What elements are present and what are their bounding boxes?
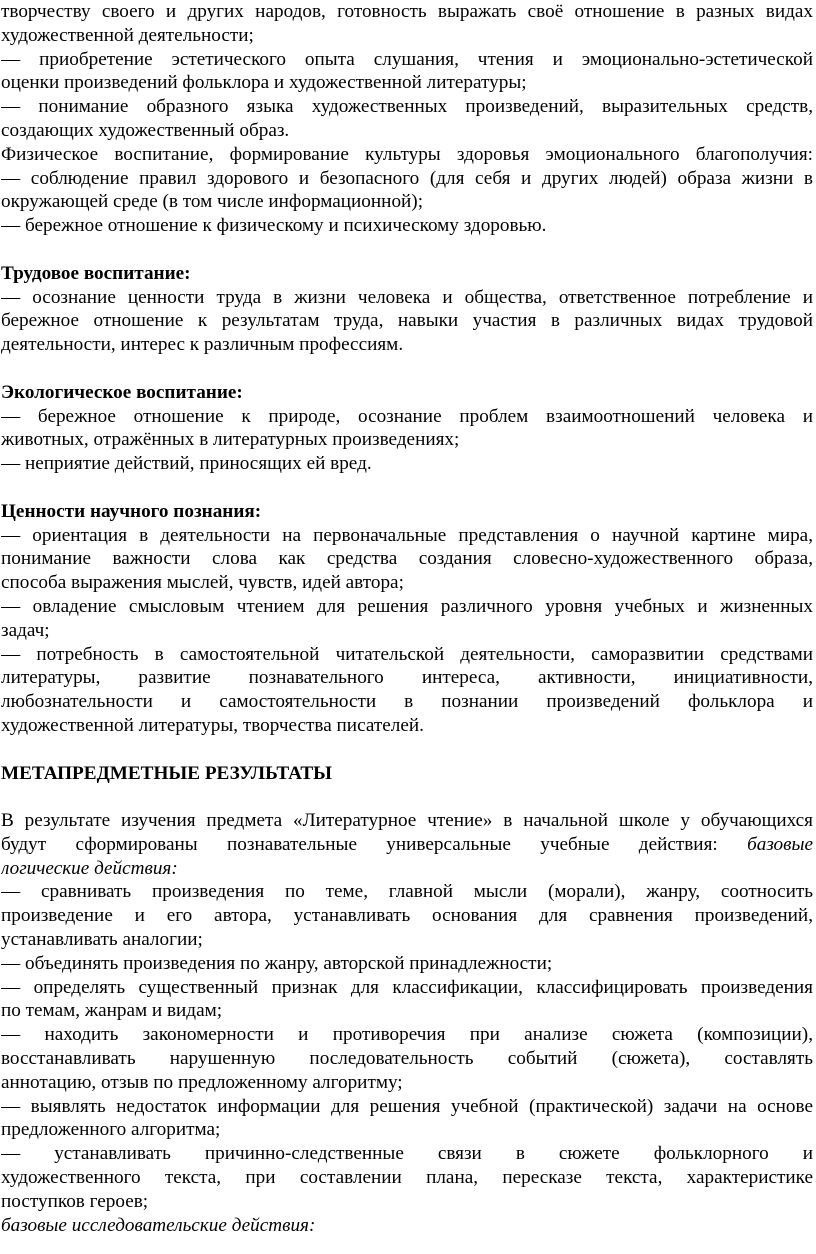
text-line — [1, 619, 813, 643]
line-text: Трудовое воспитание: — [1, 262, 191, 284]
line-text: художественной литературы, творчества писателей. — [1, 714, 424, 736]
text-line — [1, 1142, 813, 1166]
text-line — [1, 1071, 813, 1095]
line-text: — выявлять недостаток информации для решения учебной (практической) задачи на основе — [1, 1095, 813, 1117]
line-text: устанавливать аналогии; — [1, 929, 203, 951]
text-line — [1, 571, 813, 595]
line-text: будут сформированы познавательные универсальные учебные действия: — [1, 833, 748, 855]
line-text: способа выражения мыслей, чувств, идей автора; — [1, 572, 404, 594]
line-text: восстанавливать нарушенную последовательность событий (сюжета), составлять — [1, 1048, 813, 1070]
text-line — [1, 286, 813, 310]
blank-line — [1, 738, 813, 762]
text-line — [1, 524, 813, 548]
text-line — [1, 143, 813, 167]
blank-line — [1, 357, 813, 381]
text-line — [1, 809, 813, 833]
line-text: поступков героев; — [1, 1190, 149, 1212]
text-line — [1, 1095, 813, 1119]
text-line — [1, 167, 813, 191]
text-line — [1, 1190, 813, 1214]
text-line — [1, 666, 813, 690]
text-line — [1, 333, 813, 357]
blank-line — [1, 476, 813, 500]
text-line — [1, 428, 813, 452]
text-line — [1, 999, 813, 1023]
line-text: — объединять произведения по жанру, авторской принадлежности; — [1, 952, 553, 974]
line-text: — устанавливать причинно-следственные связи в сюжете фольклорного и — [1, 1143, 813, 1165]
line-text: аннотацию, отзыв по предложенному алгоритму; — [1, 1071, 403, 1093]
line-text: Физическое воспитание, формирование культуры здоровья эмоционального благополучия: — [1, 143, 813, 165]
text-line — [1, 1023, 813, 1047]
line-text: — неприятие действий, приносящих ей вред. — [1, 453, 372, 475]
text-line — [1, 48, 813, 72]
line-text: В результате изучения предмета «Литературное чтение» в начальной школе у обучающихся — [1, 810, 813, 832]
text-line — [1, 547, 813, 571]
line-text: — находить закономерности и противоречия при анализе сюжета (композиции), — [1, 1024, 813, 1046]
line-text: деятельности, интерес к различным профессиям. — [1, 334, 404, 356]
text-line — [1, 857, 813, 881]
text-line — [1, 1166, 813, 1190]
italic-text: базовые — [747, 833, 813, 855]
line-text: животных, отражённых в литературных произведениях; — [1, 429, 460, 451]
text-line — [1, 690, 813, 714]
text-line — [1, 309, 813, 333]
line-text: МЕТАПРЕДМЕТНЫЕ РЕЗУЛЬТАТЫ — [1, 762, 332, 784]
line-text: предложенного алгоритма; — [1, 1119, 221, 1141]
line-text: — определять существенный признак для классификации, классифицировать произведения — [1, 976, 813, 998]
text-line — [1, 1214, 813, 1238]
section-heading — [1, 500, 813, 524]
line-text: Ценности научного познания: — [1, 500, 262, 522]
text-line — [1, 880, 813, 904]
line-text: творчеству своего и других народов, готовность выражать своё отношение в разных видах — [1, 1, 813, 22]
text-line — [1, 904, 813, 928]
line-text: — бережное отношение к природе, осознание проблем взаимоотношений человека и — [1, 405, 813, 427]
text-line — [1, 714, 813, 738]
section-heading — [1, 762, 813, 786]
text-line — [1, 95, 813, 119]
line-text: — ориентация в деятельности на первоначальные представления о научной картине мира, — [1, 524, 813, 546]
line-text: — сравнивать произведения по теме, главной мысли (морали), жанру, соотносить — [1, 881, 813, 903]
line-text: оценки произведений фольклора и художественной литературы; — [1, 72, 527, 94]
line-text: литературы, развитие познавательного интереса, активности, инициативности, — [1, 667, 813, 689]
line-text: создающих художественный образ. — [1, 119, 290, 141]
line-text: Экологическое воспитание: — [1, 381, 243, 403]
line-text: бережное отношение к результатам труда, навыки участия в различных видах трудовой — [1, 310, 813, 332]
line-text: по темам, жанрам и видам; — [1, 1000, 223, 1022]
line-text: понимание важности слова как средства создания словесно-художественного образа, — [1, 548, 813, 570]
blank-line — [1, 785, 813, 809]
text-line — [1, 405, 813, 429]
line-text: любознательности и самостоятельности в познании произведений фольклора и — [1, 691, 813, 713]
line-text: задач; — [1, 619, 50, 641]
text-line — [1, 0, 813, 24]
line-text: — потребность в самостоятельной читательской деятельности, саморазвитии средствами — [1, 643, 813, 665]
text-line — [1, 643, 813, 667]
line-text: — понимание образного языка художественных произведений, выразительных средств, — [1, 96, 813, 118]
line-text: произведение и его автора, устанавливать основания для сравнения произведений, — [1, 905, 813, 927]
section-heading — [1, 381, 813, 405]
text-line — [1, 1047, 813, 1071]
text-line — [1, 119, 813, 143]
line-text: — осознание ценности труда в жизни человека и общества, ответственное потребление и — [1, 286, 813, 308]
text-line — [1, 214, 813, 238]
text-line — [1, 928, 813, 952]
italic-text: базовые исследовательские действия: — [1, 1214, 316, 1236]
line-text: художественного текста, при составлении плана, пересказе текста, характеристике — [1, 1167, 813, 1189]
text-line — [1, 976, 813, 1000]
italic-text: логические действия: — [1, 857, 178, 879]
text-line — [1, 833, 813, 857]
text-line — [1, 952, 813, 976]
text-line — [1, 71, 813, 95]
blank-line — [1, 238, 813, 262]
text-line — [1, 24, 813, 48]
text-line — [1, 595, 813, 619]
text-line — [1, 452, 813, 476]
line-text: окружающей среде (в том числе информационной); — [1, 191, 424, 213]
line-text: — приобретение эстетического опыта слушания, чтения и эмоционально-эстетической — [1, 48, 813, 70]
line-text: художественной деятельности; — [1, 24, 254, 46]
line-text: — овладение смысловым чтением для решения различного уровня учебных и жизненных — [1, 595, 813, 617]
section-heading — [1, 262, 813, 286]
text-line — [1, 190, 813, 214]
line-text: — соблюдение правил здорового и безопасного (для себя и других людей) образа жизни в — [1, 167, 813, 189]
text-line — [1, 1118, 813, 1142]
line-text: — бережное отношение к физическому и психическому здоровью. — [1, 215, 547, 237]
